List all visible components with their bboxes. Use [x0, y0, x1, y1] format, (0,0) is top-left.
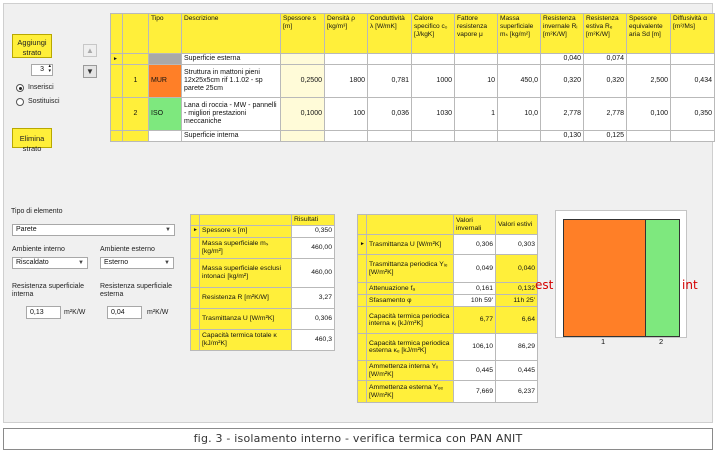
add-layer-button[interactable]: Aggiungi strato	[12, 34, 52, 58]
external-env-value: Esterno	[104, 259, 129, 266]
cell-desc[interactable]: Superficie interna	[182, 131, 281, 142]
winter-value: 10h 59'	[454, 295, 496, 307]
header-descrizione: Descrizione	[182, 14, 281, 54]
result-value: 460,3	[292, 329, 335, 350]
move-up-button[interactable]	[83, 44, 97, 57]
arrow-down-icon: ▼	[86, 67, 94, 76]
cell-densita: 1800	[325, 65, 368, 98]
result-label: Spessore s [m]	[200, 225, 292, 237]
cell-res-inv: 0,040	[541, 54, 584, 65]
remove-layer-button[interactable]: Elimina strato	[12, 128, 52, 148]
cell-densita: 100	[325, 98, 368, 131]
summer-value: 86,29	[496, 334, 538, 361]
cell	[627, 54, 671, 65]
chevron-down-icon: ▼	[164, 260, 170, 266]
header-densita: Densità ρ [kg/m³]	[325, 14, 368, 54]
cell	[358, 361, 367, 381]
cell	[368, 131, 412, 142]
header-diffusivita: Diffusività α [m²/Ms]	[671, 14, 715, 54]
cell	[412, 131, 455, 142]
cell-res-inv: 2,778	[541, 98, 584, 131]
cell-conducibilita: 0,036	[368, 98, 412, 131]
row-marker-icon: ►	[111, 54, 123, 65]
table-row	[358, 235, 538, 255]
cell-desc[interactable]: Lana di roccia - MW - pannelli - migliori prestazioni meccaniche	[182, 98, 281, 131]
header-index	[123, 14, 149, 54]
header-blank	[200, 215, 292, 226]
table-row	[358, 255, 538, 283]
cell-spessore[interactable]: 0,1000	[281, 98, 325, 131]
transmittance-label: Ammettenza esterna Yₑₑ [W/m²K]	[367, 381, 454, 403]
row-marker-icon: ►	[191, 225, 200, 237]
table-row	[191, 258, 335, 287]
cell	[325, 54, 368, 65]
result-label: Resistenza R [m²K/W]	[200, 287, 292, 308]
cell	[111, 65, 123, 98]
cell-res-est: 0,074	[584, 54, 627, 65]
cell	[149, 131, 182, 142]
header-res-est: Resistenza estiva Rₑ [m²K/W]	[584, 14, 627, 54]
move-down-button[interactable]	[83, 65, 97, 78]
internal-resistance-input[interactable]: 0,13	[26, 306, 61, 319]
cell-res-inv: 0,130	[541, 131, 584, 142]
element-type-label: Tipo di elemento	[11, 208, 63, 215]
winter-value: 106,10	[454, 334, 496, 361]
cell	[358, 334, 367, 361]
cell	[149, 54, 182, 65]
layers-header-row	[111, 14, 715, 54]
cell-calore: 1000	[412, 65, 455, 98]
cell	[123, 54, 149, 65]
replace-radio-label: Sostituisci	[28, 98, 60, 105]
layer-1-block	[563, 219, 646, 337]
layer-2-label: 2	[659, 337, 664, 346]
transmittance-label: Attenuazione fₐ	[367, 283, 454, 295]
cell	[325, 131, 368, 142]
transmittance-label: Sfasamento φ	[367, 295, 454, 307]
header-corner	[358, 215, 367, 235]
header-fattore: Fattore resistenza vapore μ	[455, 14, 498, 54]
header-massa: Massa superficiale mₛ [kg/m²]	[498, 14, 541, 54]
table-row	[191, 308, 335, 329]
cell	[111, 131, 123, 142]
cell	[412, 54, 455, 65]
cell-index: 1	[123, 65, 149, 98]
results-header-row	[191, 215, 335, 226]
cell	[498, 131, 541, 142]
table-row	[358, 283, 538, 295]
winter-value: 0,306	[454, 235, 496, 255]
header-tipo: Tipo	[149, 14, 182, 54]
internal-env-label: Ambiente interno	[12, 246, 65, 253]
winter-header: Valori invernali	[454, 215, 496, 235]
internal-env-value: Riscaldato	[16, 259, 49, 266]
layer-position-stepper[interactable]	[31, 64, 53, 76]
cell-diffusivita: 0,350	[671, 98, 715, 131]
arrow-up-icon: ▲	[86, 46, 94, 55]
figure-caption: fig. 3 - isolamento interno - verifica termica con PAN ANIT	[3, 428, 713, 450]
winter-value: 7,669	[454, 381, 496, 403]
header-spessore-eq: Spessore equivalente aria Sd [m]	[627, 14, 671, 54]
cell	[455, 54, 498, 65]
cell-desc[interactable]: Superficie esterna	[182, 54, 281, 65]
summer-value: 0,445	[496, 361, 538, 381]
layers-table	[110, 13, 715, 142]
table-row-int-surface[interactable]	[111, 131, 715, 142]
wall-diagram	[555, 210, 687, 338]
external-env-label: Ambiente esterno	[100, 246, 155, 253]
result-label: Trasmittanza U [W/m²K]	[200, 308, 292, 329]
result-value: 460,00	[292, 237, 335, 258]
cell	[358, 381, 367, 403]
external-resistance-input[interactable]: 0,04	[107, 306, 142, 319]
external-resistance-unit: m²K/W	[147, 309, 169, 316]
cell-tipo[interactable]: MUR	[149, 65, 182, 98]
cell	[191, 237, 200, 258]
results-header: Risultati	[292, 215, 335, 226]
cell-res-inv: 0,320	[541, 65, 584, 98]
result-label: Massa superficiale esclusi intonaci [kg/m²]	[200, 258, 292, 287]
layer-1-label: 1	[601, 337, 606, 346]
result-value: 460,00	[292, 258, 335, 287]
cell-diffusivita: 0,434	[671, 65, 715, 98]
header-calore: Calore specifico c₀ [J/kgK]	[412, 14, 455, 54]
table-row	[191, 225, 335, 237]
table-row-layer-2[interactable]	[111, 98, 715, 131]
cell	[358, 255, 367, 283]
internal-side-label: int	[682, 278, 698, 292]
transmittance-label: Trasmittanza U [W/m²K]	[367, 235, 454, 255]
transmittance-label: Capacità termica periodica interna κᵢ [kJ/m²K]	[367, 307, 454, 334]
cell-desc[interactable]: Struttura in mattoni pieni 12x25x5cm rif 1.1.02 - sp parete 25cm	[182, 65, 281, 98]
table-row	[191, 287, 335, 308]
table-row	[191, 329, 335, 350]
header-res-inv: Resistenza invernale Rᵢ [m²K/W]	[541, 14, 584, 54]
internal-env-select[interactable]	[12, 257, 88, 269]
cell-massa: 450,0	[498, 65, 541, 98]
cell-res-est: 2,778	[584, 98, 627, 131]
cell	[455, 131, 498, 142]
cell-fattore: 10	[455, 65, 498, 98]
insert-radio-label: Inserisci	[28, 84, 54, 91]
insert-radio[interactable]	[16, 84, 24, 92]
winter-value: 0,445	[454, 361, 496, 381]
internal-resistance-unit: m²K/W	[64, 309, 86, 316]
transmittance-label: Capacità termica periodica esterna κₑ [kJ/m²K]	[367, 334, 454, 361]
element-type-value: Parete	[16, 226, 37, 233]
table-row	[358, 295, 538, 307]
cell	[111, 98, 123, 131]
cell	[368, 54, 412, 65]
summer-value: 6,237	[496, 381, 538, 403]
cell-massa: 10,0	[498, 98, 541, 131]
table-row	[358, 307, 538, 334]
header-spessore: Spessore s [m]	[281, 14, 325, 54]
cell	[191, 287, 200, 308]
summer-value: 0,132	[496, 283, 538, 295]
cell	[498, 54, 541, 65]
table-row	[358, 361, 538, 381]
transmittance-label: Trasmittanza periodica Yᵢₑ [W/m²K]	[367, 255, 454, 283]
cell-fattore: 1	[455, 98, 498, 131]
cell	[627, 131, 671, 142]
header-conducibilita: Conduttività λ [W/mK]	[368, 14, 412, 54]
header-corner	[111, 14, 123, 54]
chevron-down-icon: ▼	[78, 260, 84, 266]
cell	[358, 295, 367, 307]
summer-header: Valori estivi	[496, 215, 538, 235]
header-corner	[191, 215, 200, 226]
table-row	[358, 334, 538, 361]
cell-res-est: 0,320	[584, 65, 627, 98]
cell-spessore-eq: 0,100	[627, 98, 671, 131]
result-label: Massa superficiale mₛ [kg/m²]	[200, 237, 292, 258]
cell	[191, 258, 200, 287]
stepper-arrows-icon[interactable]: ▴ ▾	[48, 63, 51, 74]
transmittance-header-row	[358, 215, 538, 235]
winter-value: 0,161	[454, 283, 496, 295]
result-value: 0,350	[292, 225, 335, 237]
winter-value: 6,77	[454, 307, 496, 334]
cell	[671, 54, 715, 65]
cell-res-est: 0,125	[584, 131, 627, 142]
cell	[191, 308, 200, 329]
table-row	[358, 381, 538, 403]
header-blank	[367, 215, 454, 235]
row-marker-icon: ►	[358, 235, 367, 255]
summer-value: 0,040	[496, 255, 538, 283]
result-label: Capacità termica totale κ [kJ/m²K]	[200, 329, 292, 350]
chevron-down-icon: ▼	[165, 227, 171, 233]
transmittance-label: Ammettenza interna Yᵢᵢ [W/m²K]	[367, 361, 454, 381]
cell	[191, 329, 200, 350]
layer-2-block	[646, 219, 680, 337]
table-row-layer-1[interactable]	[111, 65, 715, 98]
transmittance-table	[357, 214, 538, 403]
cell	[358, 283, 367, 295]
layer-position-value: 3	[40, 66, 44, 73]
cell	[281, 54, 325, 65]
element-type-select[interactable]	[12, 224, 175, 236]
table-row-ext-surface[interactable]	[111, 54, 715, 65]
cell	[358, 307, 367, 334]
summer-value: 0,303	[496, 235, 538, 255]
app-panel	[3, 3, 713, 423]
summer-value: 6,64	[496, 307, 538, 334]
summer-value: 11h 25'	[496, 295, 538, 307]
result-value: 3,27	[292, 287, 335, 308]
cell-index: 2	[123, 98, 149, 131]
result-value: 0,306	[292, 308, 335, 329]
external-side-label: est	[535, 278, 554, 292]
external-env-select[interactable]	[100, 257, 174, 269]
cell-conducibilita: 0,781	[368, 65, 412, 98]
cell-calore: 1030	[412, 98, 455, 131]
external-resistance-label: Resistenza superficiale esterna	[100, 283, 172, 298]
table-row	[191, 237, 335, 258]
cell-tipo[interactable]: ISO	[149, 98, 182, 131]
cell	[123, 131, 149, 142]
cell	[281, 131, 325, 142]
internal-resistance-label: Resistenza superficiale interna	[12, 283, 84, 298]
replace-radio[interactable]	[16, 98, 24, 106]
winter-value: 0,049	[454, 255, 496, 283]
cell-spessore[interactable]: 0,2500	[281, 65, 325, 98]
cell-spessore-eq: 2,500	[627, 65, 671, 98]
cell	[671, 131, 715, 142]
results-table	[190, 214, 335, 351]
